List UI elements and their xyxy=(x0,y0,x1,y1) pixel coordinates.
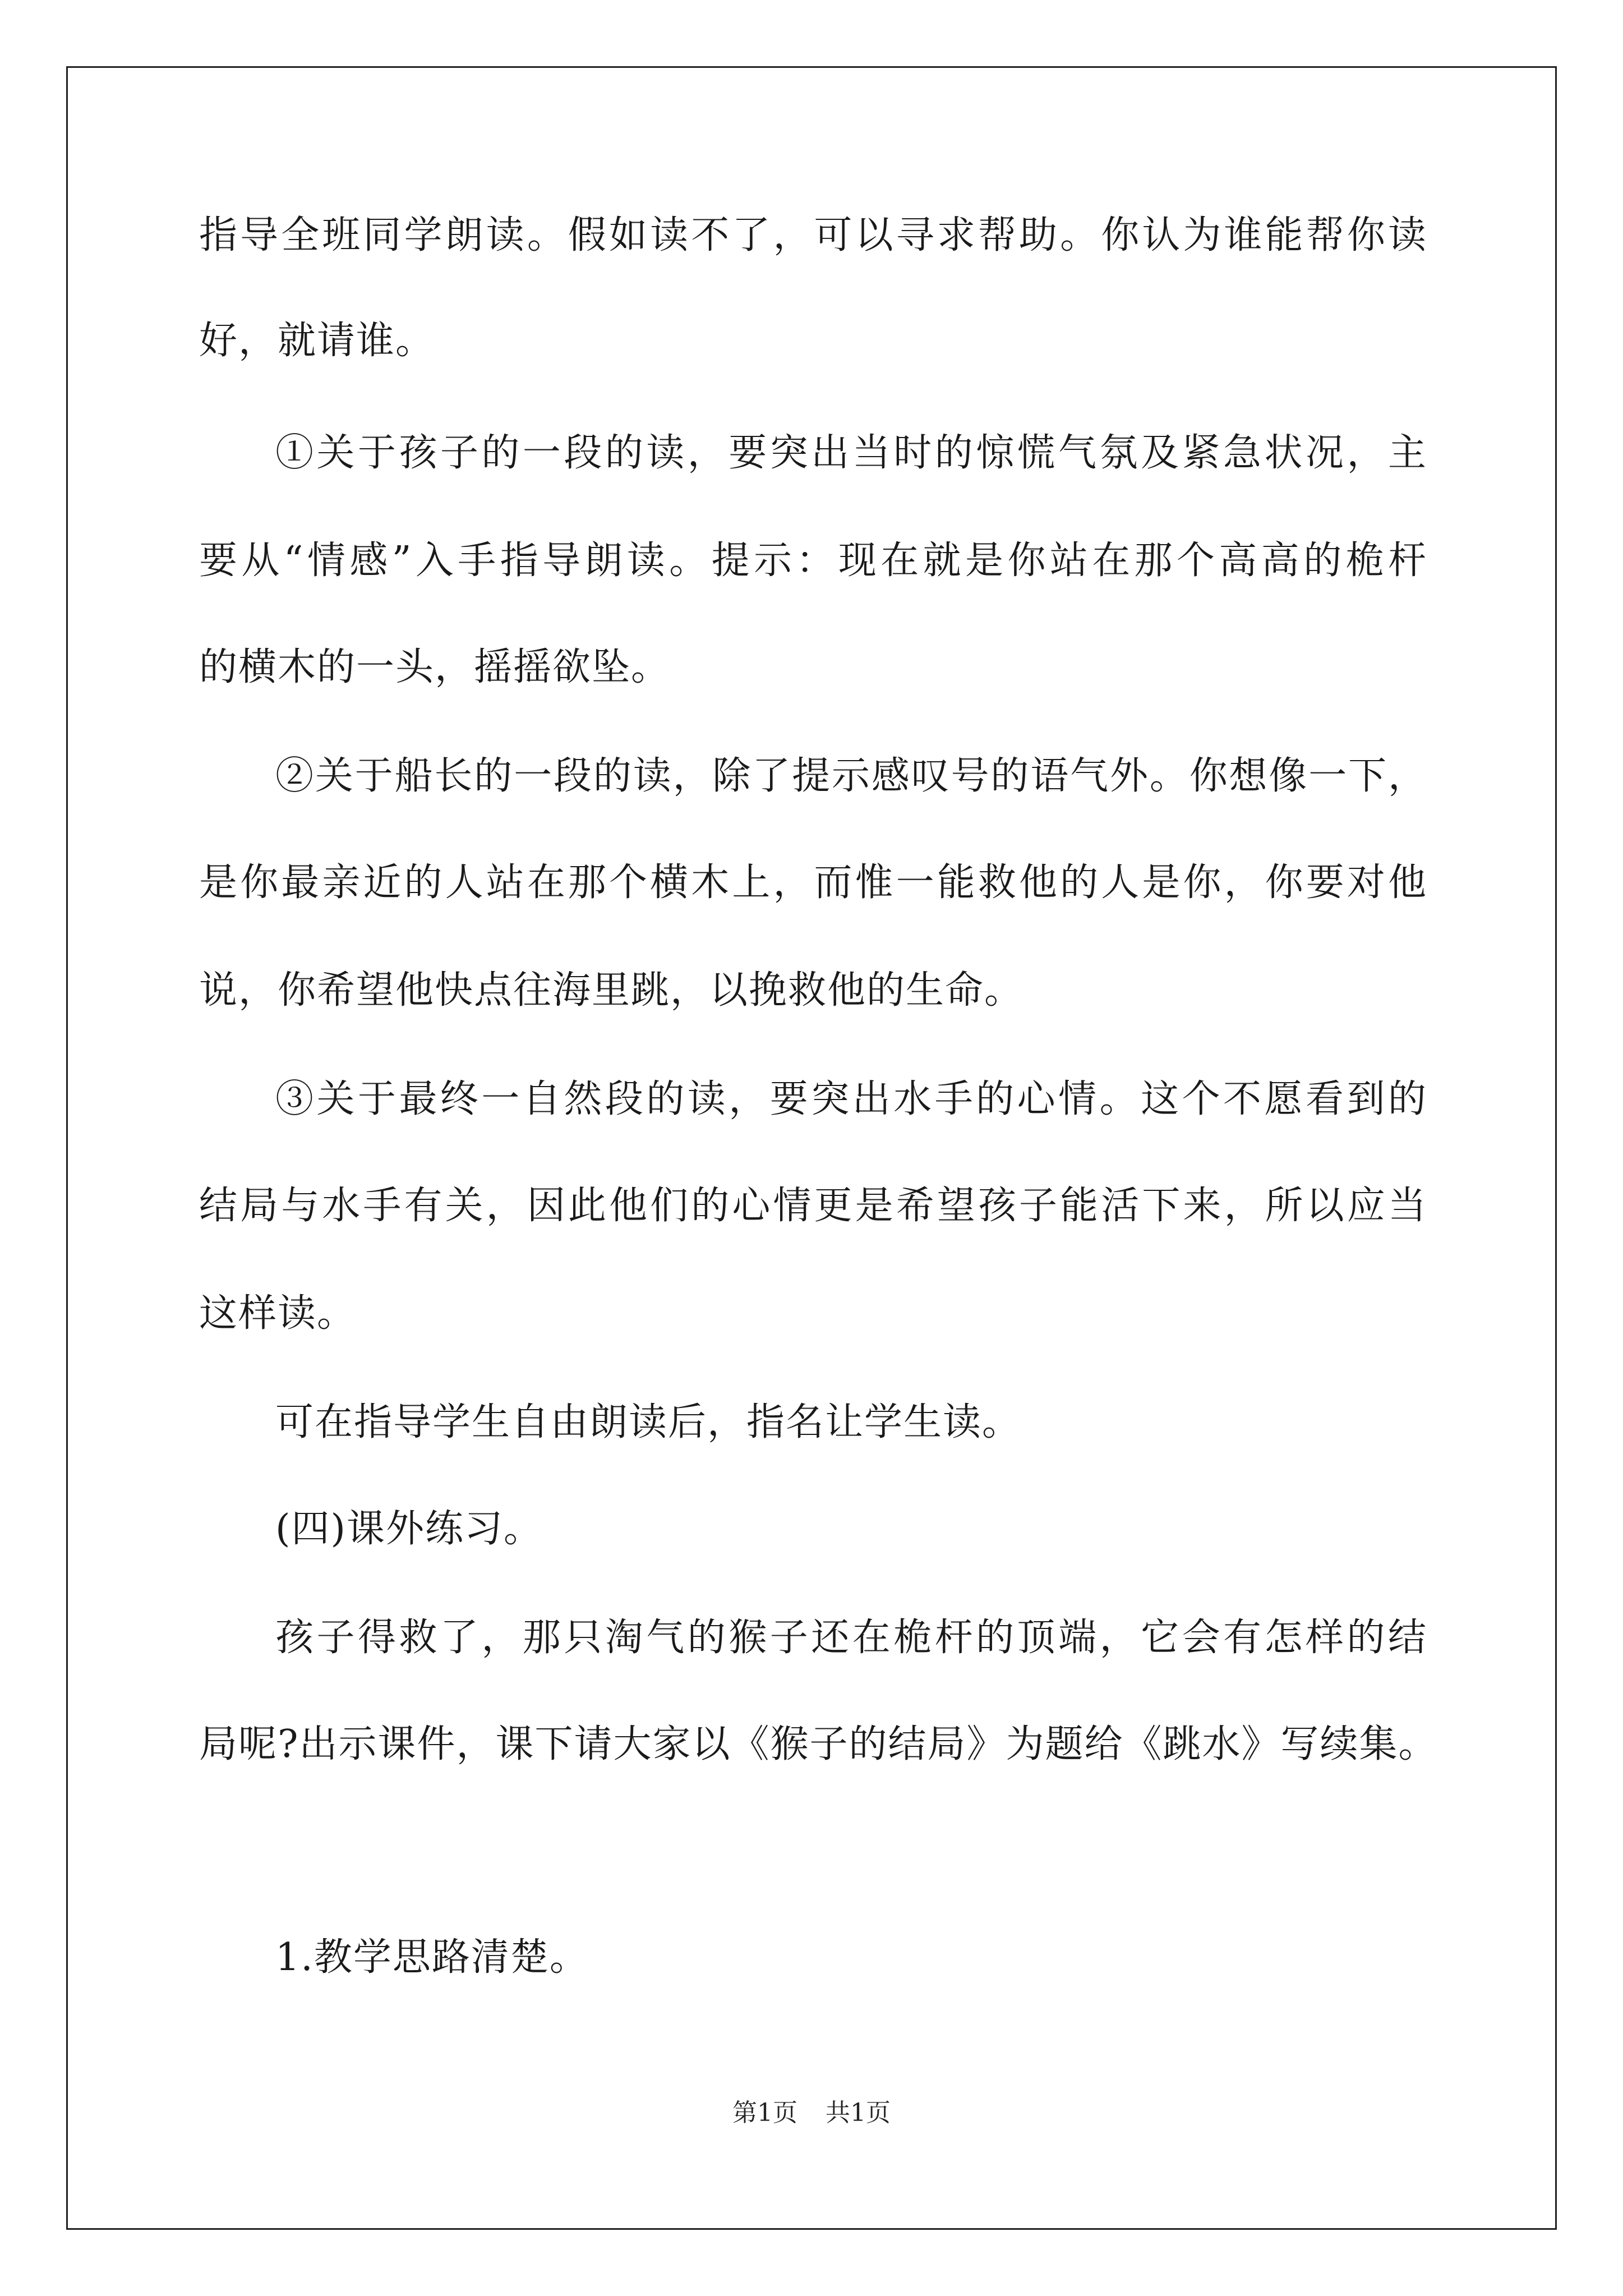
text-line: 1.教学思路清楚。 xyxy=(275,1935,589,1980)
text-line: 可在指导学生自由朗读后，指名让学生读。 xyxy=(275,1400,1022,1444)
page-footer xyxy=(0,2098,1623,2128)
text-line: 好，就请谁。 xyxy=(199,319,435,363)
page-number: 第1页 xyxy=(732,2099,797,2127)
text-line: ①关于孩子的一段的读，要突出当时的惊慌气氛及紧急状况，主 xyxy=(275,431,1427,475)
text-line: ②关于船长的一段的读，除了提示感叹号的语气外。你想像一下， xyxy=(275,754,1427,798)
text-line: 指导全班同学朗读。假如读不了，可以寻求帮助。你认为谁能帮你读 xyxy=(199,213,1427,257)
text-line: 要从“情感”入手指导朗读。提示：现在就是你站在那个高高的桅杆 xyxy=(199,539,1427,583)
text-line: 的横木的一头，摇摇欲坠。 xyxy=(199,645,671,689)
text-line: 孩子得救了，那只淘气的猴子还在桅杆的顶端，它会有怎样的结 xyxy=(275,1616,1427,1660)
page-border xyxy=(66,66,1557,2230)
text-line: (四)课外练习。 xyxy=(275,1507,543,1551)
text-line: 这样读。 xyxy=(199,1291,357,1336)
page-total: 共1页 xyxy=(826,2099,891,2127)
text-line: 是你最亲近的人站在那个横木上，而惟一能救他的人是你，你要对他 xyxy=(199,861,1427,905)
text-line: 局呢?出示课件，课下请大家以《猴子的结局》为题给《跳水》写续集。 xyxy=(199,1722,1438,1766)
text-line: 结局与水手有关，因此他们的心情更是希望孩子能活下来，所以应当 xyxy=(199,1184,1427,1228)
text-line: ③关于最终一自然段的读，要突出水手的心情。这个不愿看到的 xyxy=(275,1077,1427,1121)
text-line: 说，你希望他快点往海里跳，以挽救他的生命。 xyxy=(199,968,1024,1013)
